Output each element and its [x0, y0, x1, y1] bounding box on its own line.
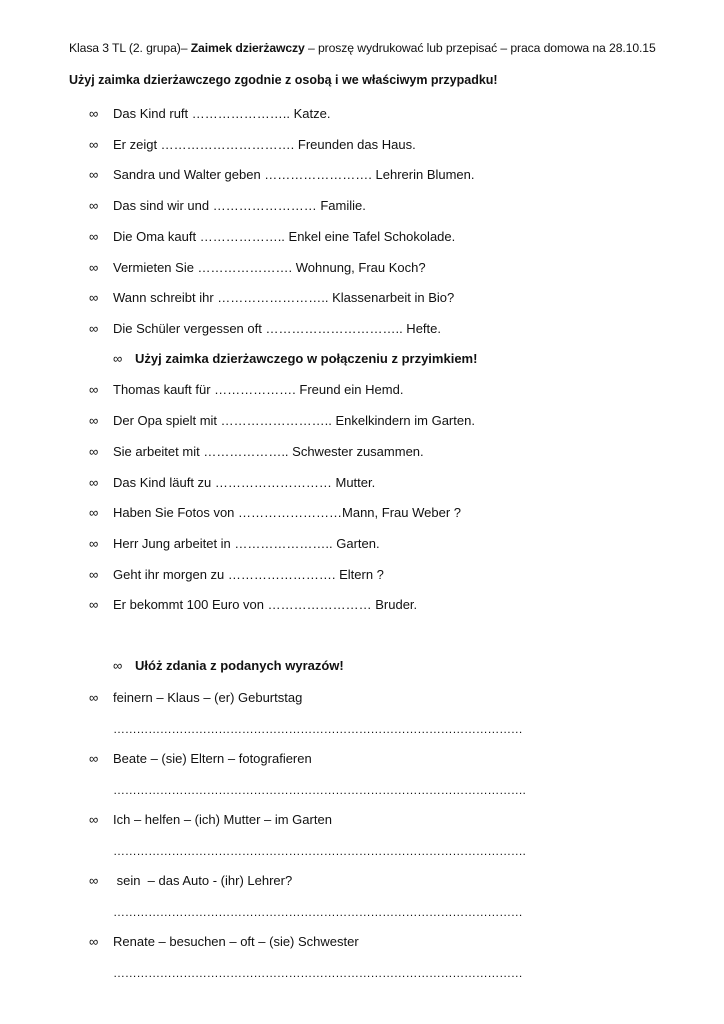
infinity-bullet-icon: ∞ — [89, 751, 99, 766]
answer-line: …………………………………………………………………………………………… — [113, 722, 523, 736]
exercise-text: Das Kind ruft ………………….. Katze. — [113, 106, 331, 121]
section2-heading-text: Użyj zaimka dzierżawczego w połączeniu z przyimkiem! — [135, 351, 478, 366]
exercise-item — [89, 260, 426, 275]
section3-heading-text: Ułóż zdania z podanych wyrazów! — [135, 658, 344, 673]
header-prefix: Klasa 3 TL (2. grupa)– — [69, 41, 191, 55]
answer-line: …………………………………………………………………………………………… — [113, 966, 523, 980]
infinity-bullet-icon: ∞ — [89, 321, 99, 336]
infinity-bullet-icon: ∞ — [89, 812, 99, 827]
page-header — [69, 41, 709, 55]
infinity-bullet-icon: ∞ — [89, 536, 99, 551]
infinity-bullet-icon: ∞ — [89, 444, 99, 459]
exercise-text: Herr Jung arbeitet in ………………….. Garten. — [113, 536, 380, 551]
exercise-item — [89, 106, 330, 121]
section1-instruction: Użyj zaimka dzierżawczego zgodnie z osobą i we właściwym przypadku! — [69, 73, 498, 87]
answer-line: ……………………………………………………………………………………………. — [113, 844, 526, 858]
infinity-bullet-icon: ∞ — [113, 658, 123, 673]
sentence-prompt — [89, 873, 292, 888]
infinity-bullet-icon: ∞ — [89, 873, 99, 888]
exercise-item — [89, 536, 380, 551]
exercise-text: Der Opa spielt mit …………………….. Enkelkindern im Garten. — [113, 413, 475, 428]
answer-line: …………………………………………………………………………………………… — [113, 905, 523, 919]
exercise-text: Haben Sie Fotos von ……………………Mann, Frau Weber ? — [113, 505, 461, 520]
infinity-bullet-icon: ∞ — [89, 106, 99, 121]
exercise-text: Das Kind läuft zu ……………………… Mutter. — [113, 475, 376, 490]
sentence-prompt — [89, 812, 332, 827]
exercise-item — [89, 382, 403, 397]
infinity-bullet-icon: ∞ — [89, 260, 99, 275]
infinity-bullet-icon: ∞ — [89, 567, 99, 582]
prompt-text: Renate – besuchen – oft – (sie) Schwester — [113, 934, 359, 949]
infinity-bullet-icon: ∞ — [89, 413, 99, 428]
exercise-text: Das sind wir und …………………… Familie. — [113, 198, 366, 213]
header-suffix: – proszę wydrukować lub przepisać – praca domowa na 28.10.15 — [304, 41, 656, 55]
exercise-item — [89, 597, 417, 612]
infinity-bullet-icon: ∞ — [89, 690, 99, 705]
infinity-bullet-icon: ∞ — [89, 475, 99, 490]
exercise-item — [89, 167, 475, 182]
exercise-text: Vermieten Sie …………………. Wohnung, Frau Koch? — [113, 260, 426, 275]
exercise-item — [89, 475, 375, 490]
exercise-text: Sandra und Walter geben ……………………. Lehrerin Blumen. — [113, 167, 475, 182]
answer-line: ……………………………………………………………………………………………. — [113, 783, 526, 797]
exercise-text: Wann schreibt ihr …………………….. Klassenarbeit in Bio? — [113, 290, 455, 305]
sentence-prompt — [89, 690, 302, 705]
exercise-text: Die Schüler vergessen oft ………………………….. Hefte. — [113, 321, 441, 336]
prompt-text: Beate – (sie) Eltern – fotografieren — [113, 751, 312, 766]
exercise-item — [89, 444, 424, 459]
exercise-item — [89, 137, 416, 152]
infinity-bullet-icon: ∞ — [89, 505, 99, 520]
infinity-bullet-icon: ∞ — [89, 597, 99, 612]
infinity-bullet-icon: ∞ — [89, 229, 99, 244]
sentence-prompt — [89, 751, 312, 766]
exercise-item — [89, 567, 384, 582]
prompt-text: sein – das Auto - (ihr) Lehrer? — [113, 873, 293, 888]
sentence-prompt — [89, 934, 359, 949]
infinity-bullet-icon: ∞ — [89, 167, 99, 182]
exercise-text: Er bekommt 100 Euro von …………………… Bruder. — [113, 597, 418, 612]
infinity-bullet-icon: ∞ — [89, 934, 99, 949]
exercise-text: Geht ihr morgen zu ……………………. Eltern ? — [113, 567, 384, 582]
exercise-text: Sie arbeitet mit ……………….. Schwester zusammen. — [113, 444, 424, 459]
exercise-text: Thomas kauft für ………………. Freund ein Hemd. — [113, 382, 404, 397]
infinity-bullet-icon: ∞ — [89, 198, 99, 213]
infinity-bullet-icon: ∞ — [89, 290, 99, 305]
exercise-text: Die Oma kauft ……………….. Enkel eine Tafel Schokolade. — [113, 229, 456, 244]
exercise-item — [89, 198, 366, 213]
prompt-text: Ich – helfen – (ich) Mutter – im Garten — [113, 812, 332, 827]
infinity-bullet-icon: ∞ — [89, 137, 99, 152]
section2-heading — [113, 351, 477, 366]
exercise-item — [89, 505, 461, 520]
exercise-item — [89, 290, 454, 305]
infinity-bullet-icon: ∞ — [113, 351, 123, 366]
exercise-item — [89, 229, 455, 244]
header-topic: Zaimek dzierżawczy — [190, 41, 305, 55]
exercise-item — [89, 413, 475, 428]
section3-heading — [113, 658, 344, 673]
infinity-bullet-icon: ∞ — [89, 382, 99, 397]
prompt-text: feinern – Klaus – (er) Geburtstag — [113, 690, 303, 705]
exercise-item — [89, 321, 441, 336]
exercise-text: Er zeigt …………………………. Freunden das Haus. — [113, 137, 416, 152]
